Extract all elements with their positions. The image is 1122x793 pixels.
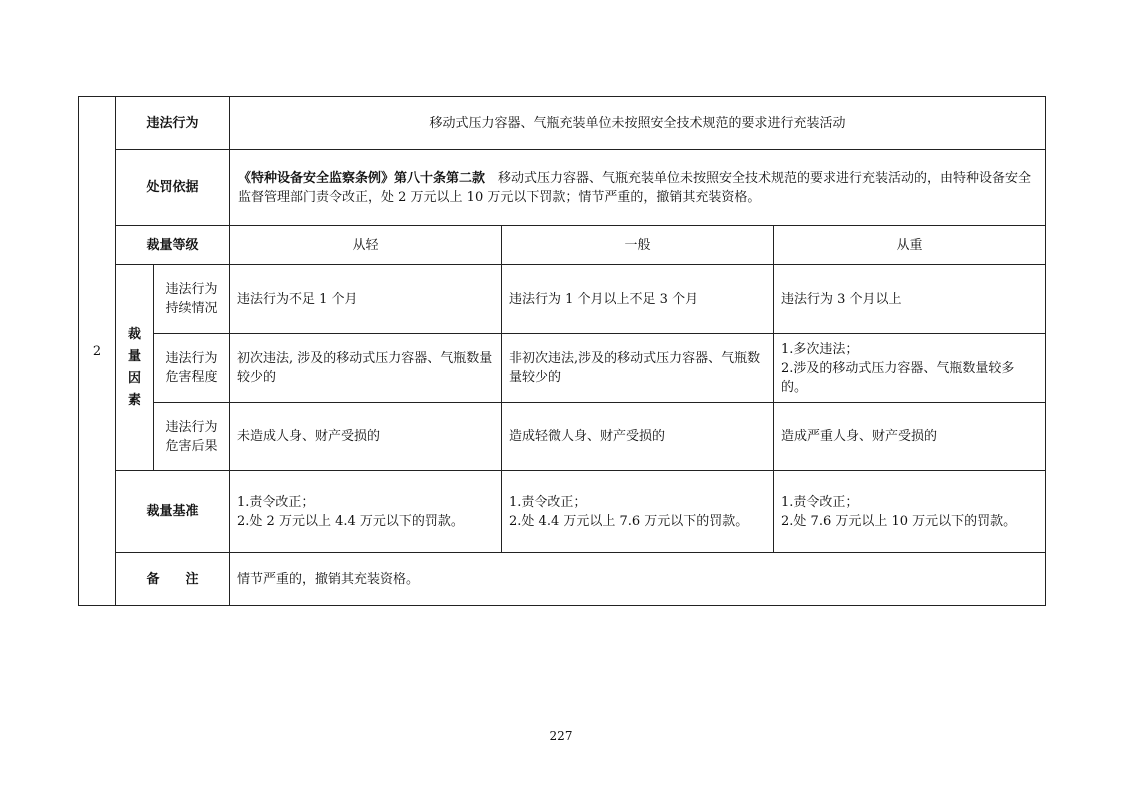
standard-normal (502, 471, 774, 553)
severity-heavy-line: 1.多次违法； (781, 341, 859, 357)
remarks-label: 备 注 (116, 553, 230, 606)
factor-row-severity (79, 334, 1046, 403)
remarks-text: 情节严重的，撤销其充装资格。 (230, 553, 1046, 606)
factor-duration-normal: 违法行为 1 个月以上不足 3 个月 (502, 265, 774, 334)
standard-label: 裁量基准 (116, 471, 230, 553)
factor-name-severity: 违法行为危害程度 (154, 334, 230, 403)
violation-text: 移动式压力容器、气瓶充装单位未按照安全技术规范的要求进行充装活动 (230, 97, 1046, 150)
standard-light-line: 1.责令改正； (237, 494, 315, 510)
basis-cell (230, 150, 1046, 226)
standard-row (79, 471, 1046, 553)
violation-row (79, 97, 1046, 150)
penalty-table (78, 96, 1046, 606)
factors-label-char: 裁 (127, 326, 141, 342)
factors-label-char: 素 (127, 392, 141, 408)
factor-duration-light: 违法行为不足 1 个月 (230, 265, 502, 334)
remarks-row (79, 553, 1046, 606)
factor-duration-heavy: 违法行为 3 个月以上 (774, 265, 1046, 334)
standard-heavy-line: 2.处 7.6 万元以上 10 万元以下的罚款。 (781, 513, 1017, 529)
factor-name-consequence: 违法行为危害后果 (154, 403, 230, 471)
factor-severity-heavy (774, 334, 1046, 403)
factor-name-duration: 违法行为持续情况 (154, 265, 230, 334)
standard-heavy (774, 471, 1046, 553)
basis-text: 移动式压力容器、气瓶充装单位未按照安全技术规范的要求进行充装活动的，由特种设备安全监督管理部门责令改正，处 2 万元以上 10 万元以下罚款；情节严重的，撤销其充装资格。 (238, 170, 1032, 205)
factors-label-char: 量 (127, 348, 141, 364)
level-normal: 一般 (502, 226, 774, 265)
basis-label: 处罚依据 (116, 150, 230, 226)
violation-label: 违法行为 (116, 97, 230, 150)
factors-label (116, 265, 154, 471)
factor-row-duration (79, 265, 1046, 334)
factor-row-consequence (79, 403, 1046, 471)
factor-consequence-normal: 造成轻微人身、财产受损的 (502, 403, 774, 471)
law-title: 《特种设备安全监察条例》第八十条第二款 (238, 170, 486, 186)
level-heavy: 从重 (774, 226, 1046, 265)
standard-heavy-line: 1.责令改正； (781, 494, 859, 510)
level-light: 从轻 (230, 226, 502, 265)
factors-label-char: 因 (127, 370, 141, 386)
levels-label: 裁量等级 (116, 226, 230, 265)
standard-normal-line: 1.责令改正； (509, 494, 587, 510)
severity-heavy-line: 2.涉及的移动式压力容器、气瓶数量较多的。 (781, 360, 1015, 395)
page-number: 227 (549, 729, 573, 743)
standard-light (230, 471, 502, 553)
factor-severity-light: 初次违法, 涉及的移动式压力容器、气瓶数量较少的 (230, 334, 502, 403)
standard-light-line: 2.处 2 万元以上 4.4 万元以下的罚款。 (237, 513, 464, 529)
levels-row (79, 226, 1046, 265)
factor-consequence-heavy: 造成严重人身、财产受损的 (774, 403, 1046, 471)
factor-consequence-light: 未造成人身、财产受损的 (230, 403, 502, 471)
standard-normal-line: 2.处 4.4 万元以上 7.6 万元以下的罚款。 (509, 513, 749, 529)
basis-row (79, 150, 1046, 226)
item-number: 2 (79, 97, 116, 606)
factor-severity-normal: 非初次违法,涉及的移动式压力容器、气瓶数量较少的 (502, 334, 774, 403)
